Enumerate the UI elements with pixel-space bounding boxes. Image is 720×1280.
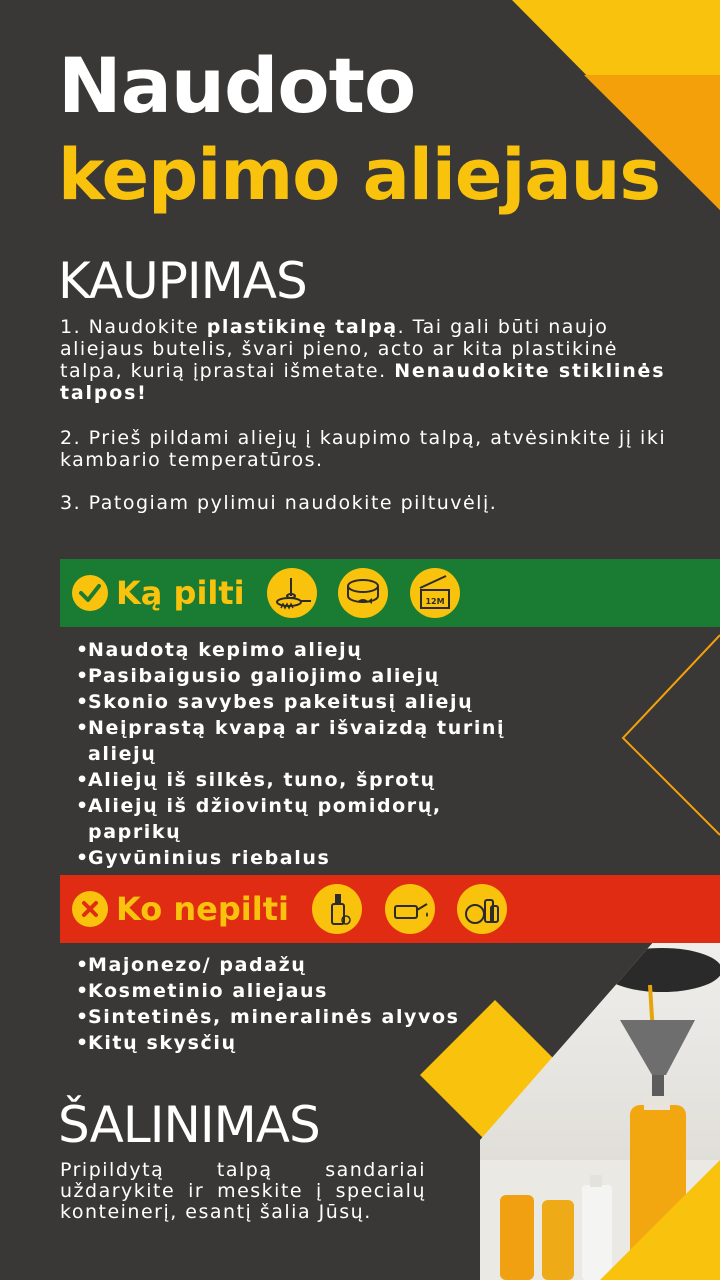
- check-circle-icon: [72, 575, 108, 611]
- kaupimas-heading: KAUPIMAS: [58, 252, 307, 310]
- ka-pilti-label: Ką pilti: [116, 574, 245, 612]
- kaupimas-paragraph-2: 2. Prieš pildami aliejų į kaupimo talpą, atvėsinkite jį iki kambario temperatūros.: [60, 427, 667, 471]
- list-item: • Naudotą kepimo aliejų: [76, 637, 536, 663]
- ka-pilti-list: [76, 637, 536, 871]
- svg-text:12M: 12M: [425, 597, 445, 606]
- list-item: • Aliejų iš džiovintų pomidorų, paprikų: [76, 793, 536, 845]
- kaupimas-paragraph-1: 1. Naudokite plastikinę talpą. Tai gali būti naujo aliejaus butelis, švari pieno, acto ar kita plastikinė talpa, kurią įprastai išmetate. Nenaudokite stiklinės talpos!: [60, 316, 666, 404]
- ko-nepilti-list: [76, 952, 496, 1056]
- list-item: • Kosmetinio aliejaus: [76, 978, 496, 1004]
- list-item: • Gyvūninius riebalus: [76, 845, 536, 871]
- list-item: • Neįprastą kvapą ar išvaizdą turinį aliejų: [76, 715, 508, 767]
- sauce-bottles-icon: [457, 884, 507, 934]
- cosmetic-oil-bottle-icon: [312, 884, 362, 934]
- list-item: • Sintetinės, mineralinės alyvos: [76, 1004, 496, 1030]
- list-item: • Skonio savybes pakeitusį aliejų: [76, 689, 536, 715]
- salinimas-heading: ŠALINIMAS: [58, 1096, 320, 1154]
- list-item: • Majonezo/ padažų: [76, 952, 496, 978]
- cross-circle-icon: [72, 891, 108, 927]
- title-line-1: Naudoto: [58, 41, 416, 130]
- salinimas-text: Pripildytą talpą sandariai uždarykite ir meskite į specialų konteinerį, esantį šalia Jūsų.: [60, 1159, 426, 1223]
- bottom-right-triangle: [600, 1160, 720, 1280]
- frying-pan-icon: [267, 568, 317, 618]
- ko-nepilti-label: Ko nepilti: [116, 890, 289, 928]
- list-item: • Pasibaigusio galiojimo aliejų: [76, 663, 536, 689]
- motor-oil-can-icon: [385, 884, 435, 934]
- kaupimas-paragraph-3: 3. Patogiam pylimui naudokite piltuvėlį.: [60, 492, 498, 514]
- right-outline-diamond: [620, 630, 720, 840]
- list-item: • Aliejų iš silkės, tuno, šprotų: [76, 767, 536, 793]
- title-line-2: kepimo aliejaus: [58, 134, 661, 216]
- fish-can-icon: [338, 568, 388, 618]
- list-item: • Kitų skysčių: [76, 1030, 496, 1056]
- opened-jar-12m-icon: [410, 568, 460, 618]
